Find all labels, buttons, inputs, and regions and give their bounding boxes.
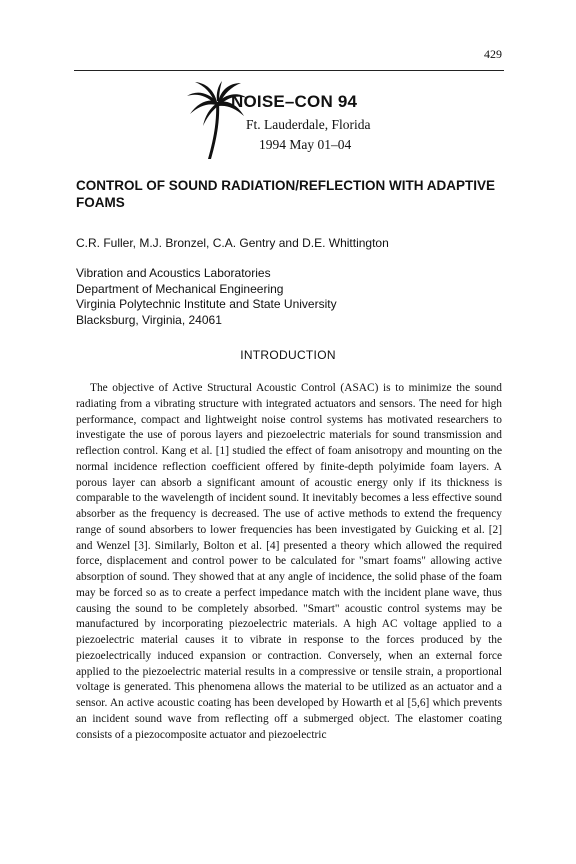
conference-location: Ft. Lauderdale, Florida xyxy=(246,117,371,132)
conference-name: NOISE–CON 94 xyxy=(231,92,358,111)
header-rule xyxy=(74,70,504,71)
page-number: 429 xyxy=(484,47,502,61)
section-heading: INTRODUCTION xyxy=(240,348,336,362)
affiliation-line: Blacksburg, Virginia, 24061 xyxy=(76,312,222,327)
affiliation-block xyxy=(76,266,337,328)
affiliation-line: Vibration and Acoustics Laboratories xyxy=(76,266,271,280)
body-paragraph: The objective of Active Structural Acoustic Control (ASAC) is to minimize the sound radiating from a vibrating structure with integrated actuators and sensors. The need for high performance, compact and lightweight noise control systems has motivated researchers to investigate the use of porous layers and piezoelectric materials for sound transmission and reflection control. Kang et al. [1] studied the effect of foam anisotropy and mounting on the normal incidence reflection coefficient offered by finite-depth polyimide foam layers. A porous layer can absorb a significant amount of acoustic energy only if its thickness is comparable to the wavelength of incident sound. It inevitably becomes a less effective sound absorber as the frequency is decreased. The use of active methods to extend the frequency range of sound absorbers to lower frequencies has been investigated by Guicking et al. [2] and Wenzel [3]. Similarly, Bolton et al. [4] presented a theory which allowed the required force, displacement and control power to be calculated for "smart foams" allowing active absorption of sound. They showed that at any angle of incidence, the solid phase of the foam may be forced so as to create a perfect impedance match with the incident plane wave, thus causing the sound to be completely absorbed. "Smart" acoustic control systems may be manufactured by incorporating piezoelectric materials. A high AC voltage applied to a piezoelectric material causes it to vibrate in response to the forces produced by the piezoelectrically induced expansion or contraction. Conversely, when an external force applied to the piezoelectric material results in a compressive or tensile strain, a proportional voltage is generated. This phenomena allows the material to be utilized as an actuator and a sensor. An active acoustic coating has been developed by Howarth et al [5,6] which prevents an incident sound wave from reflecting off a submerged object. The elastomer coating consists of a piezocomposite actuator and piezoelectric xyxy=(76,382,502,741)
author-list: C.R. Fuller, M.J. Bronzel, C.A. Gentry and D.E. Whittington xyxy=(76,236,389,250)
affiliation-line: Department of Mechanical Engineering xyxy=(76,281,284,296)
conference-dates: 1994 May 01–04 xyxy=(259,137,352,152)
paper-title: CONTROL OF SOUND RADIATION/REFLECTION WITH ADAPTIVE FOAMS xyxy=(76,178,495,210)
affiliation-line: Virginia Polytechnic Institute and State University xyxy=(76,297,337,311)
